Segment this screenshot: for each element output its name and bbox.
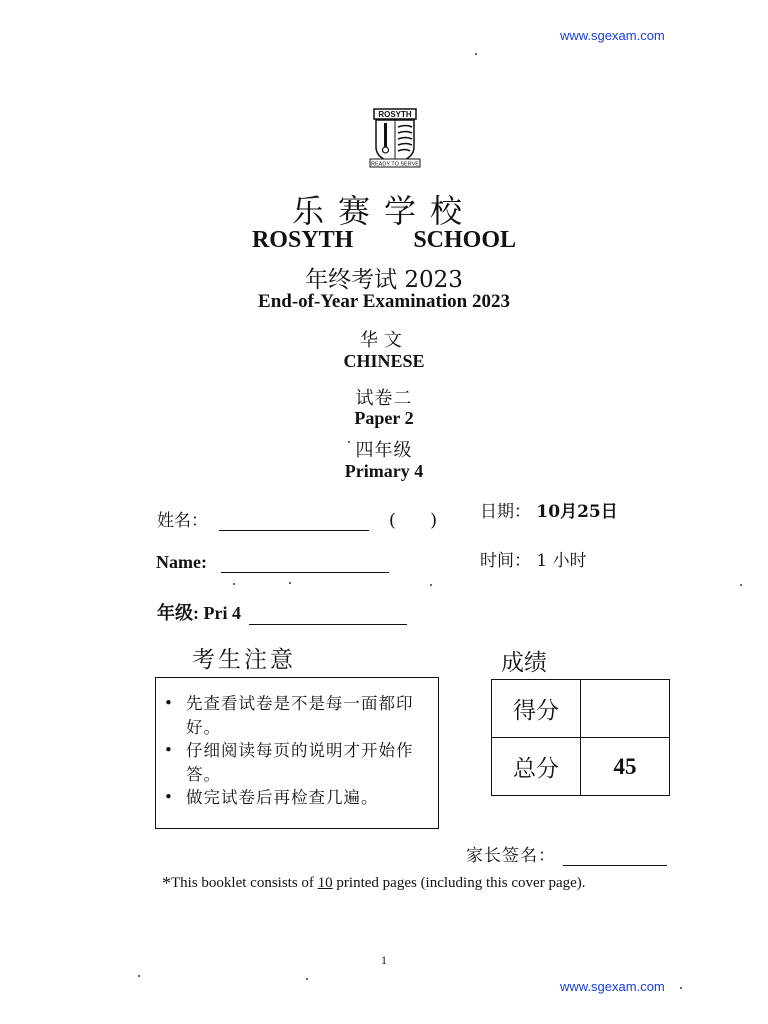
name-label-chinese: 姓名： <box>157 511 208 531</box>
score-label-obtained: 得分 <box>492 680 581 738</box>
time-label: 时间： <box>480 551 531 571</box>
score-row-obtained <box>492 680 670 738</box>
name-english-blank-line[interactable] <box>221 572 389 573</box>
class-label: 年级: Pri 4 <box>157 603 241 623</box>
notice-heading: 考生注意 <box>192 647 296 673</box>
footnote-page-count: 10 <box>317 875 333 891</box>
scan-speck <box>430 584 432 586</box>
notice-item: • 先查看试卷是不是每一面都印好。 <box>186 692 430 739</box>
school-crest-logo <box>364 107 426 169</box>
parent-signature-label: 家长签名： <box>466 846 556 866</box>
exam-title-chinese: 年终考试 2023 <box>305 267 463 293</box>
svg-text:READY TO SERVE: READY TO SERVE <box>371 161 419 168</box>
date-label: 日期： <box>480 502 531 522</box>
paper-chinese: 试卷二 <box>355 388 413 409</box>
class-blank-line[interactable] <box>249 624 407 625</box>
exam-title-english: End-of-Year Examination 2023 <box>258 291 510 312</box>
footnote-star: * <box>162 873 171 893</box>
class-field <box>157 599 407 625</box>
score-label-total: 总分 <box>492 738 581 796</box>
level-english: Primary 4 <box>344 461 424 481</box>
parent-signature-field <box>466 841 667 866</box>
time-field <box>480 546 587 571</box>
name-label-english: Name: <box>156 552 207 572</box>
subject-chinese: 华文 <box>360 330 408 351</box>
date-value: 10月25日 <box>536 502 618 522</box>
page-number: 1 <box>381 953 387 967</box>
time-value: 1 小时 <box>536 551 587 571</box>
name-field-english <box>156 552 389 573</box>
svg-text:ROSYTH: ROSYTH <box>378 110 412 119</box>
footnote-text-start: This booklet consists of <box>171 875 318 891</box>
parent-signature-line[interactable] <box>563 865 667 866</box>
score-value-obtained[interactable] <box>581 680 670 738</box>
name-blank-line[interactable] <box>219 530 369 531</box>
scan-speck <box>740 584 742 586</box>
paper-english: Paper 2 <box>354 408 414 428</box>
date-field <box>480 497 618 522</box>
scan-speck <box>138 975 140 977</box>
school-name-english: ROSYTH SCHOOL <box>251 227 517 253</box>
scan-speck <box>348 441 350 443</box>
name-field-chinese <box>157 506 437 531</box>
notice-list <box>156 678 438 810</box>
scan-speck <box>233 583 235 585</box>
score-table <box>491 679 670 796</box>
watermark-link-bottom[interactable]: www.sgexam.com <box>560 979 665 994</box>
notice-item: • 仔细阅读每页的说明才开始作答。 <box>186 739 430 786</box>
booklet-footnote <box>162 873 586 894</box>
scan-speck <box>306 978 308 980</box>
scan-speck <box>680 987 682 989</box>
watermark-link-top[interactable]: www.sgexam.com <box>560 28 665 43</box>
index-number-bracket[interactable]: ( ) <box>388 510 438 531</box>
level-chinese: 四年级 <box>355 440 413 461</box>
subject-english: CHINESE <box>343 351 425 371</box>
scan-speck <box>475 53 477 55</box>
scan-speck <box>289 582 291 584</box>
notice-box <box>155 677 439 829</box>
score-row-total <box>492 738 670 796</box>
school-name-chinese: 乐赛学校 <box>291 192 476 230</box>
score-heading: 成绩 <box>501 650 547 676</box>
notice-item: • 做完试卷后再检查几遍。 <box>186 786 430 810</box>
footnote-text-end: printed pages (including this cover page). <box>332 875 586 891</box>
score-value-total: 45 <box>581 738 670 796</box>
